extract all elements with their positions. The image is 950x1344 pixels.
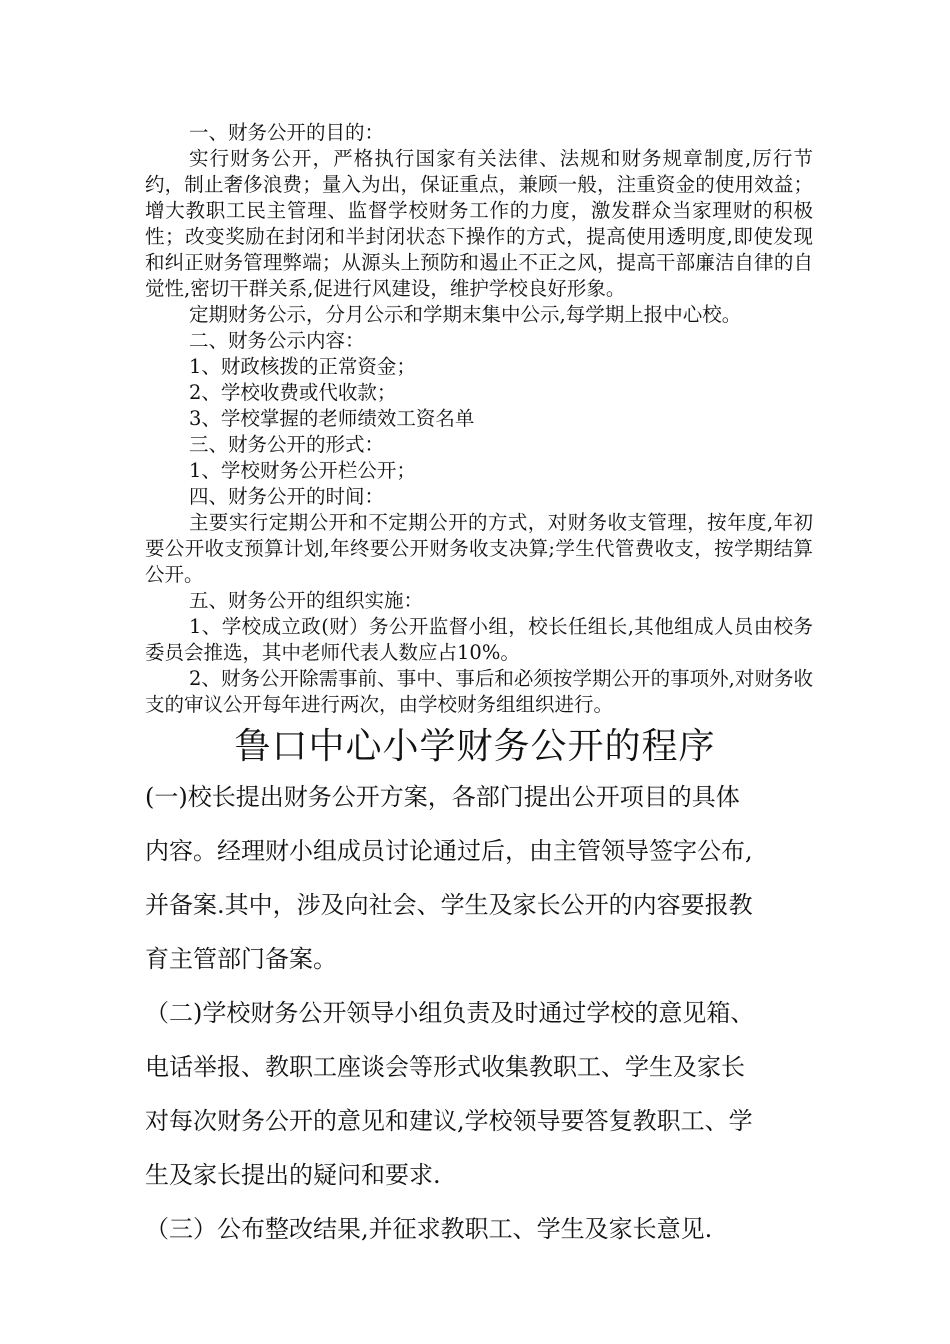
list-item-form-1: 1、学校财务公开栏公开；: [189, 459, 416, 482]
paragraph-regular-notice: 定期财务公示，分月公示和学期末集中公示,每学期上报中心校。: [189, 303, 742, 326]
heading-content: 二、财务公示内容：: [189, 329, 365, 352]
procedure-line: 育主管部门备案。: [145, 945, 337, 973]
procedure-line: 对每次财务公开的意见和建议,学校领导要答复教职工、学: [145, 1107, 753, 1135]
paragraph-time: 主要实行定期公开和不定期公开的方式，对财务收支管理，按年度,年初要公开收支预算计划,年终要公开财务收支决算;学生代管费收支，按学期结算公开。: [145, 511, 813, 586]
heading-time: 四、财务公开的时间：: [189, 485, 385, 508]
paragraph-organization-1: 1、学校成立政(财）务公开监督小组，校长任组长,其他组成人员由校务委员会推选，其中老师代表人数应占10%。: [145, 615, 813, 664]
procedure-line: 并备案.其中，涉及向社会、学生及家长公开的内容要报教: [145, 891, 753, 919]
procedure-line: 生及家长提出的疑问和要求.: [145, 1161, 441, 1189]
procedure-line: (一)校长提出财务公开方案，各部门提出公开项目的具体: [145, 783, 740, 811]
procedure-line: （三）公布整改结果,并征求教职工、学生及家长意见.: [145, 1215, 713, 1243]
list-item-content-1: 1、财政核拨的正常资金；: [189, 355, 416, 378]
procedure-line: 电话举报、教职工座谈会等形式收集教职工、学生及家长: [145, 1053, 745, 1081]
list-item-content-2: 2、学校收费或代收款；: [189, 381, 397, 404]
document-title: 鲁口中心小学财务公开的程序: [234, 726, 716, 767]
procedure-line: 内容。经理财小组成员讨论通过后，由主管领导签字公布,: [145, 837, 753, 865]
heading-organization: 五、财务公开的组织实施：: [189, 589, 424, 612]
procedure-line: （二)学校财务公开领导小组负责及时通过学校的意见箱、: [145, 999, 755, 1027]
financial-disclosure-rules: [145, 120, 813, 718]
list-item-content-3: 3、学校掌握的老师绩效工资名单: [189, 407, 475, 430]
heading-purpose: 一、财务公开的目的：: [189, 121, 385, 144]
heading-form: 三、财务公开的形式：: [189, 433, 385, 456]
paragraph-purpose: 实行财务公开，严格执行国家有关法律、法规和财务规章制度,厉行节约，制止奢侈浪费；量入为出，保证重点，兼顾一般，注重资金的使用效益；增大教职工民主管理、监督学校财务工作的力度，激发群众当家理财的积极性；改变奖励在封闭和半封闭状态下操作的方式，提高使用透明度,即使发现和纠正财务管理弊端；从源头上预防和遏止不正之风，提高干部廉洁自律的自觉性,密切干群关系,促进行风建设，维护学校良好形象。: [145, 147, 813, 300]
paragraph-organization-2: 2、财务公开除需事前、事中、事后和必须按学期公开的事项外,对财务收支的审议公开每年进行两次，由学校财务组组织进行。: [145, 667, 813, 716]
